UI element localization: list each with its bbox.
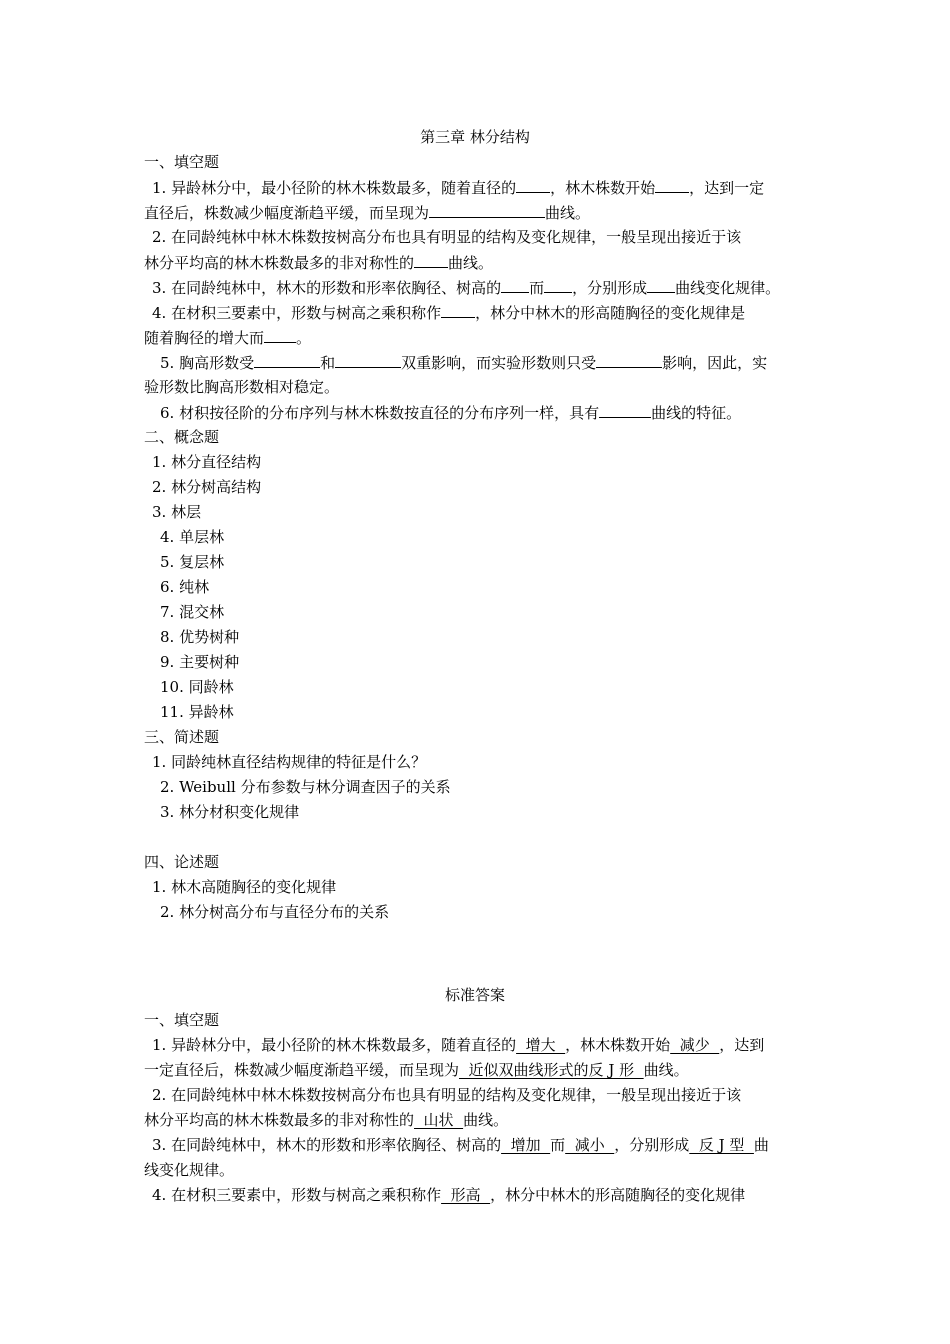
question-4-line-1: 4. 在材积三要素中，形数与树高之乘积称作 ，林分中林木的形高随胸径的变化规律是 bbox=[152, 300, 832, 326]
blank bbox=[516, 175, 550, 193]
essay-item: 1. 林木高随胸径的变化规律 bbox=[152, 878, 337, 896]
short-answer-item: 1. 同龄纯林直径结构规律的特征是什么？ bbox=[152, 753, 427, 771]
blank bbox=[264, 325, 296, 343]
answer-2-line-2: 林分平均高的林木株数最多的非对称性的 山状 曲线。 bbox=[144, 1111, 509, 1129]
question-2-line-2: 林分平均高的林木株数最多的非对称性的 曲线。 bbox=[144, 250, 824, 276]
answer-4-line-1: 4. 在材积三要素中，形数与树高之乘积称作 形高 ，林分中林木的形高随胸径的变化规律 bbox=[152, 1186, 746, 1204]
blank bbox=[596, 350, 662, 368]
blank bbox=[335, 350, 401, 368]
blank bbox=[655, 175, 689, 193]
question-6-line-1: 6. 材积按径阶的分布序列与林木株数按直径的分布序列一样，具有 曲线的特征。 bbox=[160, 400, 840, 426]
concept-item: 2. 林分树高结构 bbox=[152, 478, 262, 496]
blank bbox=[501, 275, 529, 293]
section-heading-concepts: 二、概念题 bbox=[144, 428, 220, 446]
answer-fill: 减少 bbox=[670, 1036, 720, 1054]
short-answer-item: 3. 林分材积变化规律 bbox=[160, 803, 300, 821]
concept-item: 3. 林层 bbox=[152, 503, 202, 521]
question-1-line-2: 直径后，株数减少幅度渐趋平缓，而呈现为 曲线。 bbox=[144, 200, 824, 226]
answer-fill: 形高 bbox=[441, 1186, 491, 1204]
answer-fill: 近似双曲线形式的反 J 形 bbox=[459, 1061, 644, 1079]
blank bbox=[441, 300, 475, 318]
question-1-line-1: 1. 异龄林分中，最小径阶的林木株数最多，随着直径的 ，林木株数开始 ，达到一定 bbox=[152, 175, 832, 201]
answer-3-line-1: 3. 在同龄纯林中，林木的形数和形率依胸径、树高的 增加 而 减小 ，分别形成 反 J 型 曲 bbox=[152, 1136, 769, 1154]
concept-item: 9. 主要树种 bbox=[160, 653, 240, 671]
answer-3-line-2: 线变化规律。 bbox=[144, 1161, 235, 1179]
answer-1-line-1: 1. 异龄林分中，最小径阶的林木株数最多，随着直径的 增大 ，林木株数开始 减少 ，达到 bbox=[152, 1036, 765, 1054]
question-2-line-1: 2. 在同龄纯林中林木株数按树高分布也具有明显的结构及变化规律，一般呈现出接近于该 bbox=[152, 228, 742, 246]
concept-item: 10. 同龄林 bbox=[160, 678, 234, 696]
concept-item: 7. 混交林 bbox=[160, 603, 225, 621]
question-4-line-2: 随着胸径的增大而 。 bbox=[144, 325, 824, 351]
concept-item: 6. 纯林 bbox=[160, 578, 210, 596]
question-3-line-1: 3. 在同龄纯林中，林木的形数和形率依胸径、树高的 而 ，分别形成 曲线变化规律。 bbox=[152, 275, 832, 301]
chapter-title: 第三章 林分结构 bbox=[420, 128, 530, 146]
essay-item: 2. 林分树高分布与直径分布的关系 bbox=[160, 903, 390, 921]
answer-fill: 减小 bbox=[565, 1136, 615, 1154]
concept-item: 8. 优势树种 bbox=[160, 628, 240, 646]
answer-fill: 山状 bbox=[414, 1111, 464, 1129]
concept-item: 11. 异龄林 bbox=[160, 703, 234, 721]
blank bbox=[254, 350, 320, 368]
section-heading-short-answer: 三、简述题 bbox=[144, 728, 220, 746]
question-5-line-2: 验形数比胸高形数相对稳定。 bbox=[144, 378, 340, 396]
section-heading-essay: 四、论述题 bbox=[144, 853, 220, 871]
answer-1-line-2: 一定直径后，株数减少幅度渐趋平缓，而呈现为 近似双曲线形式的反 J 形 曲线。 bbox=[144, 1061, 689, 1079]
blank bbox=[414, 250, 448, 268]
blank bbox=[599, 400, 651, 418]
concept-item: 5. 复层林 bbox=[160, 553, 225, 571]
question-5-line-1: 5. 胸高形数受 和 双重影响，而实验形数则只受 影响，因此，实 bbox=[160, 350, 840, 376]
answer-fill: 增加 bbox=[501, 1136, 551, 1154]
blank bbox=[429, 200, 545, 218]
answer-fill: 反 J 型 bbox=[689, 1136, 754, 1154]
blank bbox=[544, 275, 572, 293]
blank bbox=[647, 275, 675, 293]
answer-2-line-1: 2. 在同龄纯林中林木株数按树高分布也具有明显的结构及变化规律，一般呈现出接近于该 bbox=[152, 1086, 742, 1104]
section-heading-fill-in: 一、填空题 bbox=[144, 153, 220, 171]
short-answer-item: 2. Weibull 分布参数与林分调查因子的关系 bbox=[160, 778, 451, 796]
answers-section-heading: 一、填空题 bbox=[144, 1011, 220, 1029]
concept-item: 1. 林分直径结构 bbox=[152, 453, 262, 471]
answer-fill: 增大 bbox=[516, 1036, 566, 1054]
answers-title: 标准答案 bbox=[444, 986, 505, 1004]
concept-item: 4. 单层林 bbox=[160, 528, 225, 546]
